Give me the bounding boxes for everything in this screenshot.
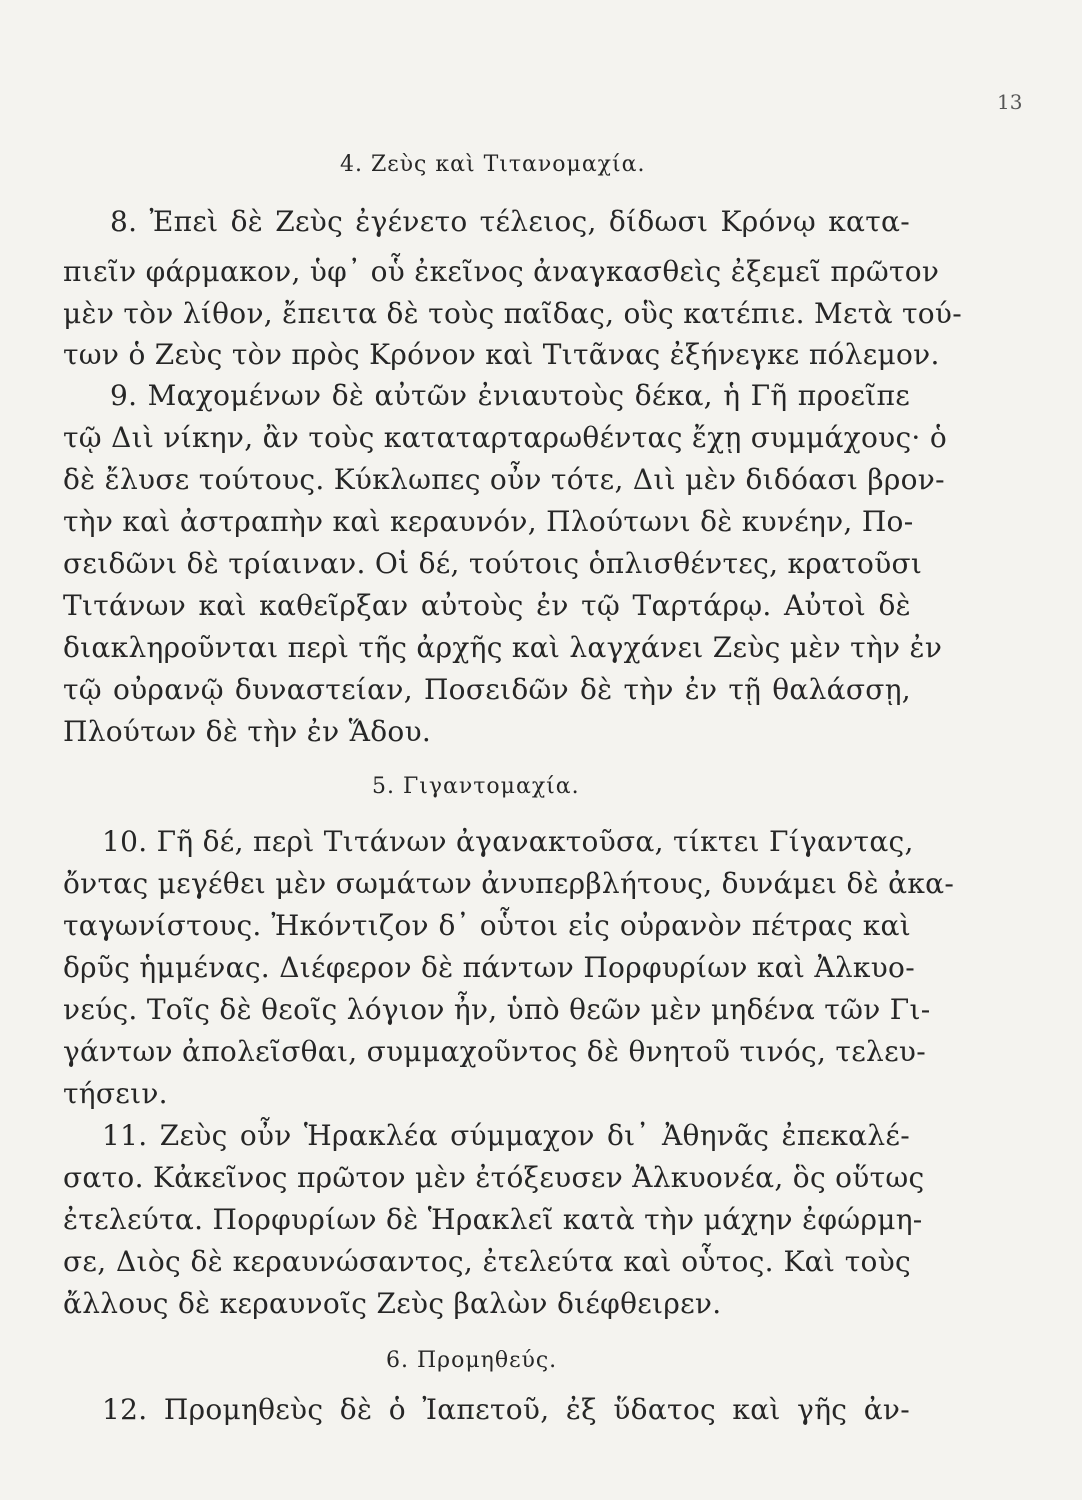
text-line: των ὁ Ζεὺς τὸν πρὸς Κρόνον καὶ Τιτᾶνας ἐξήνεγκε πόλεμον. <box>63 338 940 371</box>
text-line: μὲν τὸν λίθον, ἔπειτα δὲ τοὺς παῖδας, οὓς κατέπιε. Μετὰ τού- <box>63 297 963 330</box>
text-line: Πλούτων δὲ τὴν ἐν Ἅδου. <box>63 715 432 748</box>
text-line: τήσειν. <box>63 1077 168 1110</box>
text-line: ἐτελεύτα. Πορφυρίων δὲ Ἡρακλεῖ κατὰ τὴν μάχην ἐφώρμη- <box>63 1203 923 1236</box>
text-line: 9. Μαχομένων δὲ αὐτῶν ἐνιαυτοὺς δέκα, ἡ Γῆ προεῖπε <box>110 379 910 412</box>
text-line: γάντων ἀπολεῖσθαι, συμμαχοῦντος δὲ θνητοῦ τινός, τελευ- <box>63 1035 926 1068</box>
text-line: 11. Ζεὺς οὖν Ἡρακλέα σύμμαχον δι᾽ Ἀθηνᾶς ἐπεκαλέ- <box>102 1119 910 1152</box>
text-line: τῷ Διὶ νίκην, ἂν τοὺς καταταρταρωθέντας ἔχῃ συμμάχους· ὁ <box>63 421 947 454</box>
section-heading: 6. Προμηθεύς. <box>386 1348 558 1373</box>
text-line: Τιτάνων καὶ καθεῖρξαν αὐτοὺς ἐν τῷ Ταρτάρῳ. Αὐτοὶ δὲ <box>63 589 911 622</box>
text-line: 8. Ἐπεὶ δὲ Ζεὺς ἐγένετο τέλειος, δίδωσι Κρόνῳ κατα- <box>110 205 910 238</box>
text-line: πιεῖν φάρμακον, ὑφ᾽ οὗ ἐκεῖνος ἀναγκασθεὶς ἐξεμεῖ πρῶτον <box>63 255 940 288</box>
text-line: δὲ ἔλυσε τούτους. Κύκλωπες οὖν τότε, Διὶ μὲν διδόασι βρον- <box>63 463 945 496</box>
text-line: ἄλλους δὲ κεραυνοῖς Ζεὺς βαλὼν διέφθειρεν. <box>63 1287 722 1320</box>
text-line: ταγωνίστους. Ἠκόντιζον δ᾽ οὗτοι εἰς οὐρανὸν πέτρας καὶ <box>63 909 911 942</box>
text-line: 10. Γῆ δέ, περὶ Τιτάνων ἀγανακτοῦσα, τίκτει Γίγαντας, <box>102 825 914 858</box>
text-line: σειδῶνι δὲ τρίαιναν. Οἱ δέ, τούτοις ὁπλισθέντες, κρατοῦσι <box>63 547 923 580</box>
text-line: νεύς. Τοῖς δὲ θεοῖς λόγιον ἦν, ὑπὸ θεῶν μὲν μηδένα τῶν Γι- <box>63 993 931 1026</box>
section-heading: 4. Ζεὺς καὶ Τιτανομαχία. <box>340 152 646 177</box>
text-line: σε, Διὸς δὲ κεραυνώσαντος, ἐτελεύτα καὶ οὗτος. Καὶ τοὺς <box>63 1245 911 1278</box>
text-line: δρῦς ἡμμένας. Διέφερον δὲ πάντων Πορφυρίων καὶ Ἀλκυο- <box>63 951 915 984</box>
section-heading: 5. Γιγαντομαχία. <box>372 774 580 799</box>
text-line: 12. Προμηθεὺς δὲ ὁ Ἰαπετοῦ, ἐξ ὕδατος καὶ γῆς ἀν- <box>102 1393 910 1426</box>
text-line: ὄντας μεγέθει μὲν σωμάτων ἀνυπερβλήτους, δυνάμει δὲ ἀκα- <box>63 867 955 900</box>
text-line: τῷ οὐρανῷ δυναστείαν, Ποσειδῶν δὲ τὴν ἐν τῇ θαλάσσῃ, <box>63 673 911 706</box>
page-number: 13 <box>997 90 1023 114</box>
text-line: διακληροῦνται περὶ τῆς ἀρχῆς καὶ λαγχάνει Ζεὺς μὲν τὴν ἐν <box>63 631 943 664</box>
text-line: σατο. Κἀκεῖνος πρῶτον μὲν ἐτόξευσεν Ἀλκυονέα, ὃς οὕτως <box>63 1161 925 1194</box>
text-line: τὴν καὶ ἀστραπὴν καὶ κεραυνόν, Πλούτωνι δὲ κυνέην, Πο- <box>63 505 914 538</box>
